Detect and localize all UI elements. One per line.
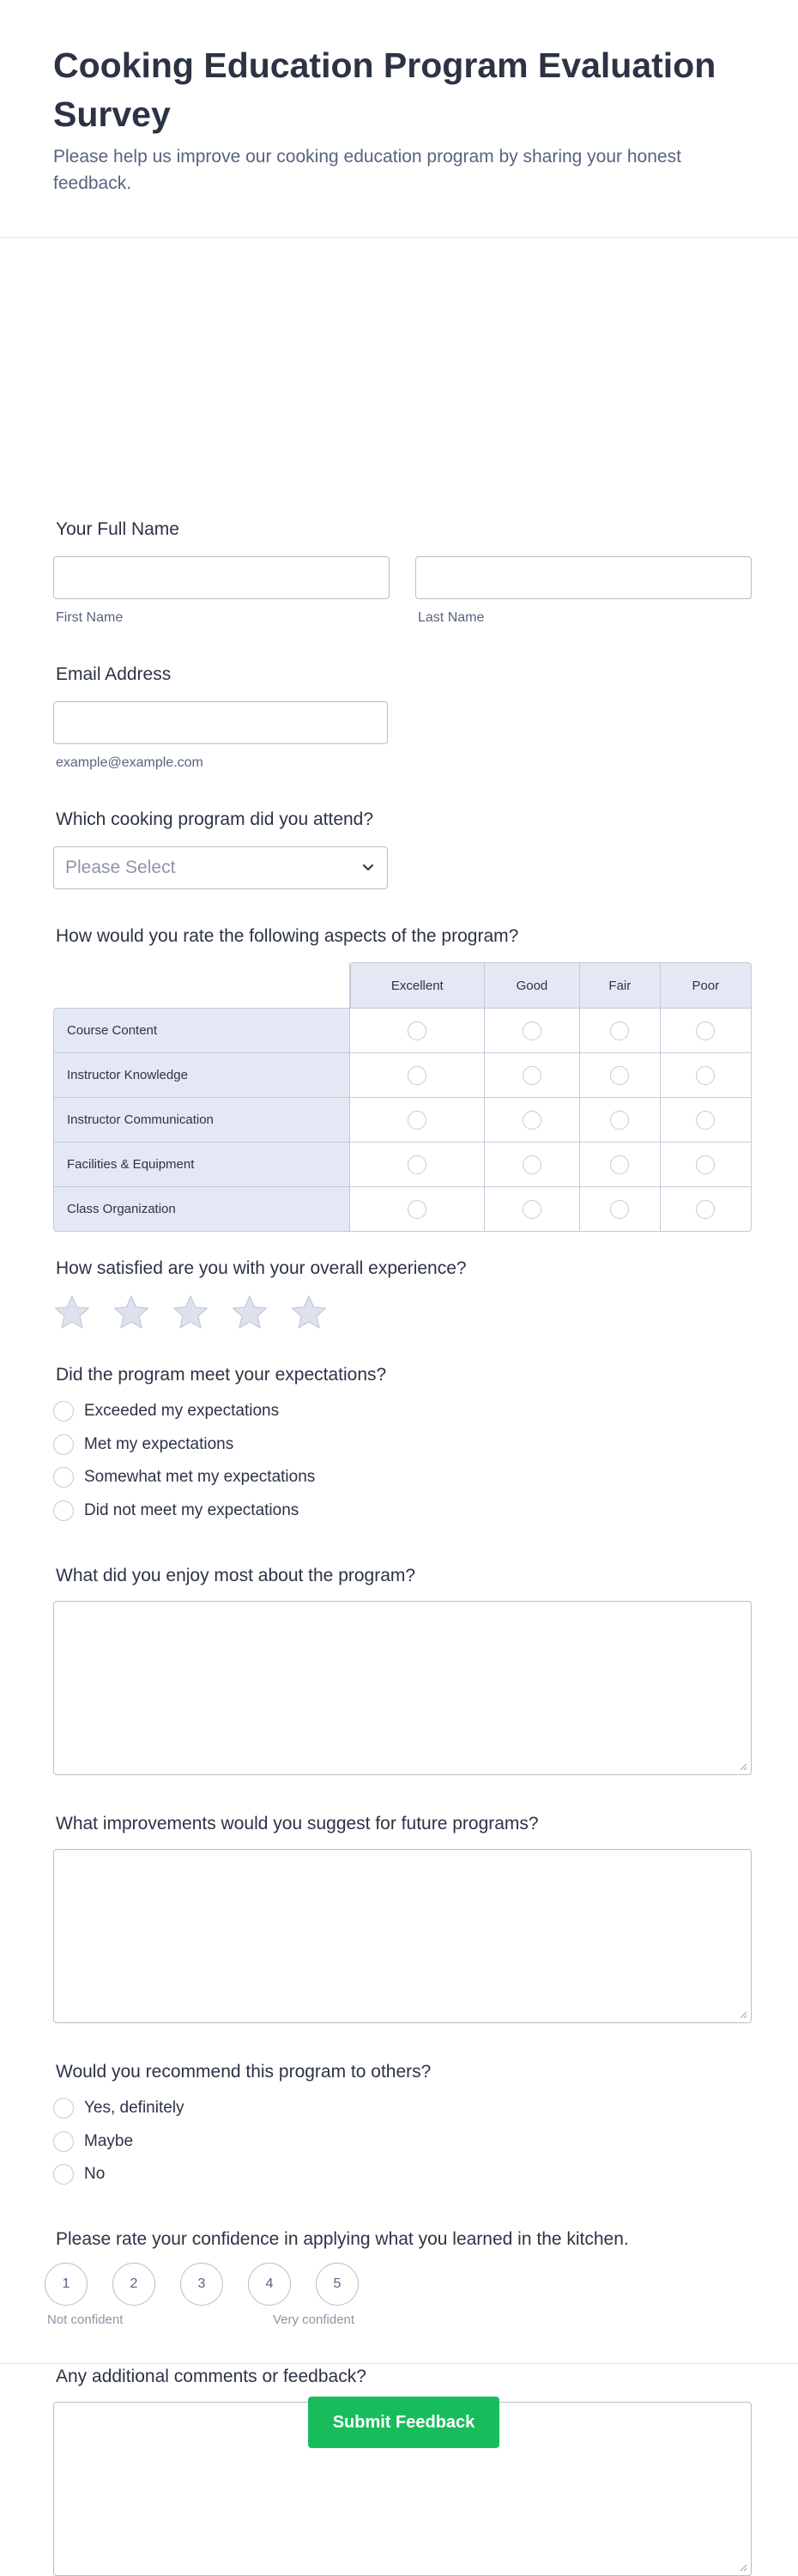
recommend-options bbox=[53, 2097, 752, 2185]
form-footer bbox=[0, 2363, 798, 2488]
matrix-radio[interactable] bbox=[523, 1155, 541, 1174]
rating-matrix-question bbox=[53, 925, 752, 1232]
star-rating bbox=[53, 1294, 752, 1331]
confidence-label: Please rate your confidence in applying what you learned in the kitchen. bbox=[56, 2229, 629, 2249]
matrix-row bbox=[53, 1142, 752, 1186]
matrix-row bbox=[53, 1097, 752, 1142]
option-label: Yes, definitely bbox=[84, 2099, 184, 2117]
matrix-radio[interactable] bbox=[523, 1021, 541, 1040]
option-radio[interactable] bbox=[53, 1401, 74, 1421]
scale-option[interactable]: 3 bbox=[180, 2263, 223, 2306]
scale-option[interactable]: 5 bbox=[316, 2263, 359, 2306]
chevron-down-icon bbox=[361, 860, 375, 874]
expectations-question bbox=[53, 1364, 752, 1532]
option-radio[interactable] bbox=[53, 1434, 74, 1455]
matrix-row bbox=[53, 1186, 752, 1232]
satisfaction-label: How satisfied are you with your overall experience? bbox=[56, 1258, 467, 1278]
option-label: Did not meet my expectations bbox=[84, 1500, 299, 1519]
last-name-input[interactable] bbox=[415, 556, 752, 599]
matrix-radio[interactable] bbox=[523, 1111, 541, 1130]
matrix-row bbox=[53, 1052, 752, 1097]
expectations-option[interactable] bbox=[53, 1466, 752, 1488]
expectations-options bbox=[53, 1400, 752, 1522]
recommend-option[interactable] bbox=[53, 2097, 752, 2119]
matrix-radio[interactable] bbox=[408, 1021, 426, 1040]
improvements-textarea[interactable] bbox=[53, 1849, 752, 2023]
matrix-radio[interactable] bbox=[408, 1066, 426, 1085]
matrix-radio[interactable] bbox=[696, 1155, 715, 1174]
recommend-question bbox=[53, 2061, 752, 2197]
satisfaction-question bbox=[53, 1258, 752, 1331]
matrix-column-header: Poor bbox=[661, 962, 752, 1008]
matrix-radio[interactable] bbox=[408, 1200, 426, 1219]
scale-option[interactable]: 2 bbox=[112, 2263, 155, 2306]
option-radio[interactable] bbox=[53, 2098, 74, 2118]
expectations-option[interactable] bbox=[53, 1433, 752, 1456]
scale-option[interactable]: 1 bbox=[45, 2263, 88, 2306]
star-icon[interactable] bbox=[172, 1294, 209, 1331]
program-question bbox=[53, 809, 752, 889]
comments-label: Any additional comments or feedback? bbox=[56, 2367, 366, 2386]
scale-low-label: Not confident bbox=[47, 2312, 124, 2327]
matrix-row bbox=[53, 1008, 752, 1052]
expectations-option[interactable] bbox=[53, 1400, 752, 1422]
scale-option[interactable]: 4 bbox=[248, 2263, 291, 2306]
star-icon[interactable] bbox=[53, 1294, 91, 1331]
matrix-radio[interactable] bbox=[610, 1066, 629, 1085]
option-label: Exceeded my expectations bbox=[84, 1402, 280, 1420]
confidence-scale bbox=[45, 2263, 752, 2306]
email-input[interactable] bbox=[53, 701, 388, 744]
recommend-option[interactable] bbox=[53, 2163, 752, 2185]
resize-grip-icon[interactable] bbox=[739, 1762, 747, 1771]
full-name-label: Your Full Name bbox=[56, 519, 179, 539]
option-label: Maybe bbox=[84, 2131, 134, 2150]
matrix-radio[interactable] bbox=[610, 1200, 629, 1219]
program-select[interactable] bbox=[53, 846, 388, 889]
first-name-sublabel: First Name bbox=[56, 610, 124, 625]
matrix-column-header: Fair bbox=[580, 962, 661, 1008]
option-label: Somewhat met my expectations bbox=[84, 1468, 316, 1486]
form-header bbox=[0, 0, 798, 238]
enjoy-textarea[interactable] bbox=[53, 1601, 752, 1775]
matrix-radio[interactable] bbox=[696, 1066, 715, 1085]
resize-grip-icon[interactable] bbox=[739, 2010, 747, 2019]
matrix-radio[interactable] bbox=[610, 1155, 629, 1174]
enjoy-question bbox=[53, 1565, 752, 1775]
option-radio[interactable] bbox=[53, 2164, 74, 2185]
scale-high-label: Very confident bbox=[273, 2312, 355, 2327]
matrix-column-header: Excellent bbox=[350, 962, 485, 1008]
resize-grip-icon[interactable] bbox=[739, 2563, 747, 2572]
recommend-label: Would you recommend this program to others? bbox=[56, 2062, 432, 2082]
star-icon[interactable] bbox=[290, 1294, 328, 1331]
star-icon[interactable] bbox=[231, 1294, 269, 1331]
expectations-option[interactable] bbox=[53, 1500, 752, 1522]
matrix-row-header: Class Organization bbox=[53, 1186, 350, 1232]
option-label: Met my expectations bbox=[84, 1434, 234, 1453]
rating-matrix-label: How would you rate the following aspects of the program? bbox=[56, 926, 519, 946]
matrix-row-header: Course Content bbox=[53, 1008, 350, 1052]
matrix-radio[interactable] bbox=[610, 1021, 629, 1040]
matrix-column-header: Good bbox=[485, 962, 580, 1008]
first-name-input[interactable] bbox=[53, 556, 390, 599]
expectations-label: Did the program meet your expectations? bbox=[56, 1365, 387, 1385]
matrix-row-header: Instructor Knowledge bbox=[53, 1052, 350, 1097]
program-label: Which cooking program did you attend? bbox=[56, 809, 374, 829]
matrix-row-header: Facilities & Equipment bbox=[53, 1142, 350, 1186]
improvements-label: What improvements would you suggest for future programs? bbox=[56, 1814, 539, 1834]
rating-matrix bbox=[53, 962, 752, 1232]
matrix-radio[interactable] bbox=[523, 1200, 541, 1219]
matrix-radio[interactable] bbox=[523, 1066, 541, 1085]
option-radio[interactable] bbox=[53, 1467, 74, 1488]
email-question bbox=[53, 664, 752, 771]
email-label: Email Address bbox=[56, 664, 172, 684]
recommend-option[interactable] bbox=[53, 2131, 752, 2153]
scale-labels bbox=[47, 2312, 752, 2330]
page-subtitle: Please help us improve our cooking education program by sharing your honest feedback. bbox=[53, 147, 681, 193]
program-select-placeholder: Please Select bbox=[65, 858, 176, 877]
option-radio[interactable] bbox=[53, 2131, 74, 2152]
matrix-radio[interactable] bbox=[696, 1200, 715, 1219]
page-title: Cooking Education Program Evaluation Survey bbox=[53, 45, 716, 134]
full-name-question bbox=[53, 518, 752, 626]
matrix-radio[interactable] bbox=[408, 1155, 426, 1174]
matrix-radio[interactable] bbox=[408, 1111, 426, 1130]
option-label: No bbox=[84, 2165, 106, 2183]
enjoy-label: What did you enjoy most about the program? bbox=[56, 1566, 416, 1585]
matrix-row-header: Instructor Communication bbox=[53, 1097, 350, 1142]
confidence-question bbox=[47, 2228, 752, 2330]
matrix-radio[interactable] bbox=[610, 1111, 629, 1130]
star-icon[interactable] bbox=[112, 1294, 150, 1331]
matrix-radio[interactable] bbox=[696, 1021, 715, 1040]
last-name-sublabel: Last Name bbox=[418, 610, 485, 625]
matrix-radio[interactable] bbox=[696, 1111, 715, 1130]
submit-button[interactable]: Submit Feedback bbox=[308, 2397, 499, 2448]
option-radio[interactable] bbox=[53, 1500, 74, 1521]
matrix-corner bbox=[53, 962, 350, 1008]
improvements-question bbox=[53, 1813, 752, 2023]
email-sublabel: example@example.com bbox=[56, 755, 203, 770]
